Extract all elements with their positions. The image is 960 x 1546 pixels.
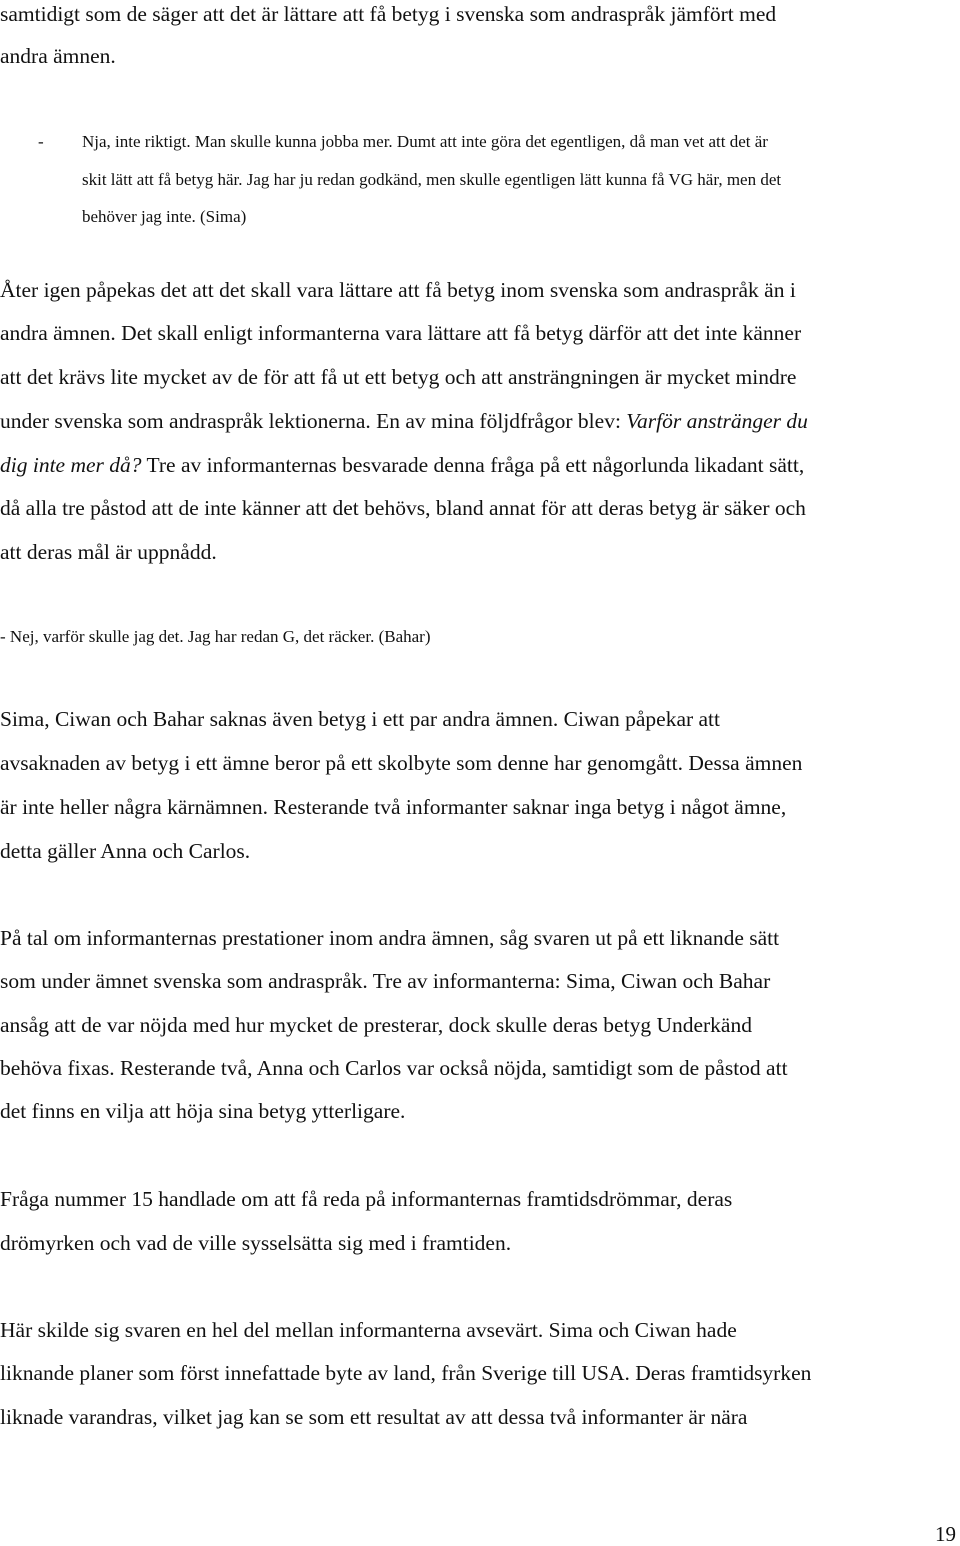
- text-line: [0, 452, 804, 478]
- quote-dash: -: [38, 132, 44, 151]
- text-line: liknade varandras, vilket jag kan se som ett resultat av att dessa två informanter är nära: [0, 1405, 748, 1429]
- text-span: under svenska som andraspråk lektionerna. En av mina följdfrågor blev:: [0, 409, 627, 433]
- text-line: andra ämnen.: [0, 44, 116, 68]
- text-line: Här skilde sig svaren en hel del mellan informanterna avsevärt. Sima och Ciwan hade: [0, 1318, 737, 1342]
- text-line: är inte heller några kärnämnen. Resterande två informanter saknar inga betyg i något ämne,: [0, 795, 787, 819]
- quote-line: skit lätt att få betyg här. Jag har ju redan godkänd, men skulle egentligen lätt kunna få VG här, men det: [82, 170, 782, 189]
- text-line: att deras mål är uppnådd.: [0, 540, 217, 564]
- quote-line: - Nej, varför skulle jag det. Jag har redan G, det räcker. (Bahar): [0, 627, 431, 646]
- text-line: Åter igen påpekas det att det skall vara lättare att få betyg inom svenska som andraspråk än i: [0, 278, 796, 302]
- text-line: som under ämnet svenska som andraspråk. Tre av informanterna: Sima, Ciwan och Bahar: [0, 969, 771, 993]
- text-line: Fråga nummer 15 handlade om att få reda på informanternas framtidsdrömmar, deras: [0, 1187, 733, 1211]
- text-line: Sima, Ciwan och Bahar saknas även betyg i ett par andra ämnen. Ciwan påpekar att: [0, 707, 721, 731]
- text-line: samtidigt som de säger att det är lättare att få betyg i svenska som andraspråk jämfört med: [0, 2, 777, 26]
- text-line: andra ämnen. Det skall enligt informanterna vara lättare att få betyg därför att det inte känner: [0, 321, 802, 345]
- italic-question: dig inte mer då?: [0, 453, 142, 477]
- text-span: Tre av informanternas besvarade denna fråga på ett någorlunda likadant sätt,: [141, 453, 805, 477]
- quote-line: behöver jag inte. (Sima): [82, 207, 247, 226]
- text-line: drömyrken och vad de ville sysselsätta sig med i framtiden.: [0, 1231, 512, 1255]
- text-line: det finns en vilja att höja sina betyg ytterligare.: [0, 1099, 406, 1123]
- text-line: [0, 408, 808, 434]
- text-line: då alla tre påstod att de inte känner att det behövs, bland annat för att deras betyg är säker och: [0, 496, 806, 520]
- text-line: att det krävs lite mycket av de för att få ut ett betyg och att ansträngningen är mycket mindre: [0, 365, 797, 389]
- text-line: På tal om informanternas prestationer inom andra ämnen, såg svaren ut på ett liknande sätt: [0, 926, 780, 950]
- text-line: ansåg att de var nöjda med hur mycket de presterar, dock skulle deras betyg Underkänd: [0, 1013, 752, 1037]
- text-line: liknande planer som först innefattade byte av land, från Sverige till USA. Deras framtidsyrken: [0, 1361, 812, 1385]
- text-line: behöva fixas. Resterande två, Anna och Carlos var också nöjda, samtidigt som de påstod att: [0, 1056, 788, 1080]
- quote-line: Nja, inte riktigt. Man skulle kunna jobba mer. Dumt att inte göra det egentligen, då man vet att det är: [82, 132, 768, 151]
- page-number: 19: [935, 1522, 956, 1546]
- text-line: avsaknaden av betyg i ett ämne beror på ett skolbyte som denne har genomgått. Dessa ämnen: [0, 751, 803, 775]
- italic-question: Varför anstränger du: [626, 409, 808, 433]
- text-line: detta gäller Anna och Carlos.: [0, 839, 251, 863]
